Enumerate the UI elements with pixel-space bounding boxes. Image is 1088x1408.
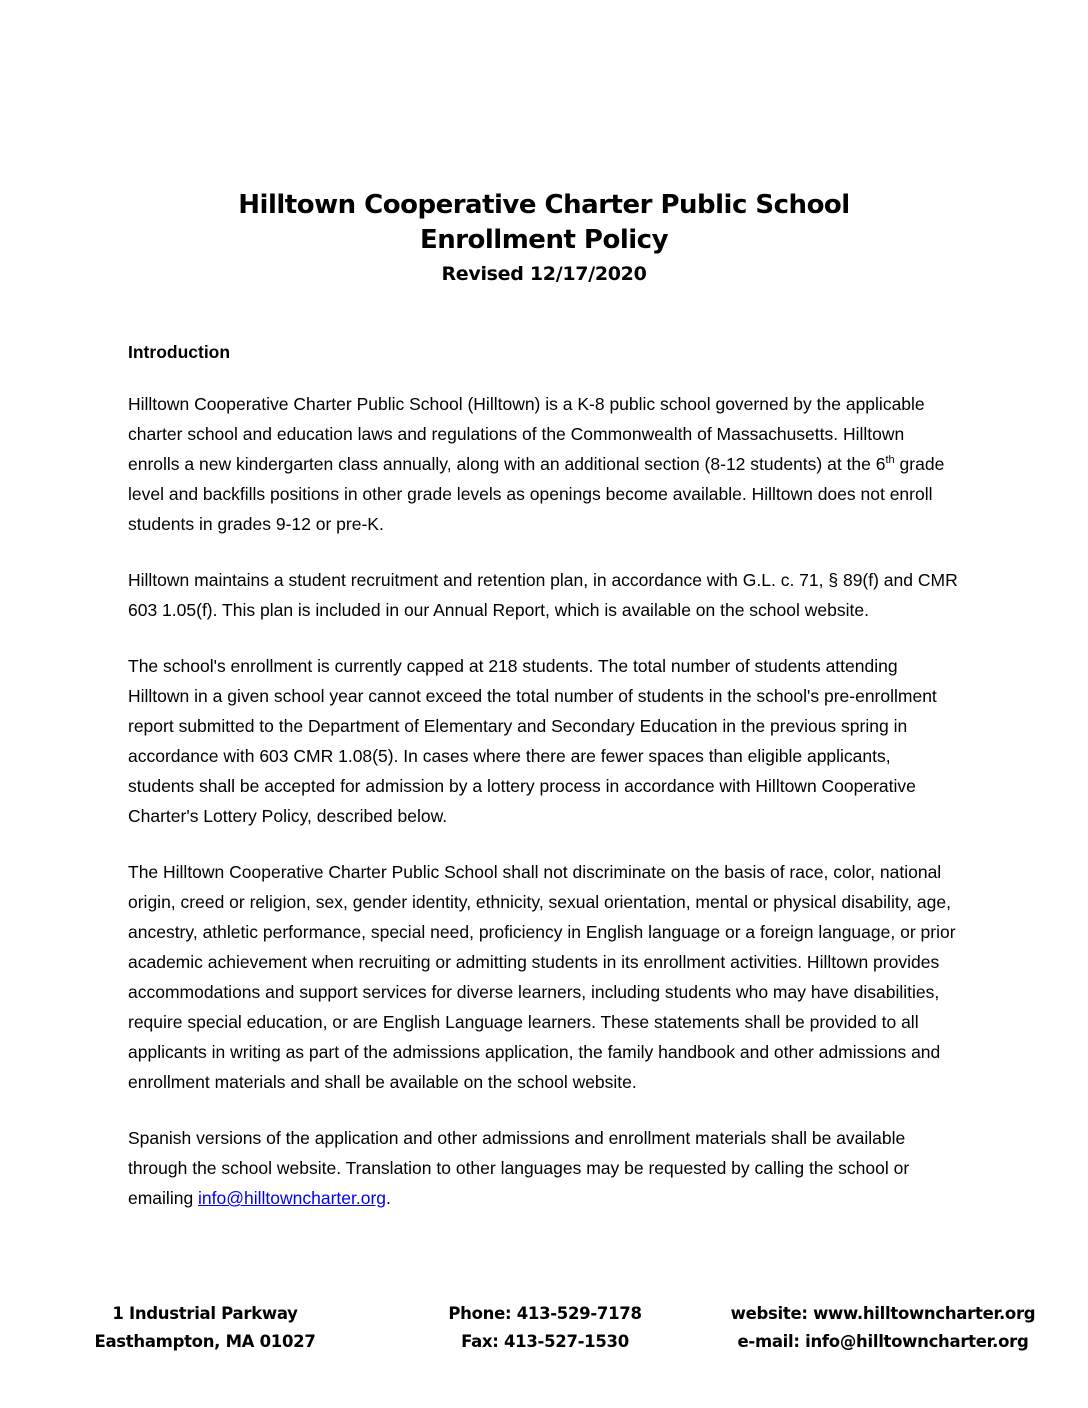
document-title-line-2: Enrollment Policy: [419, 225, 669, 255]
paragraph-recruitment-plan: Hilltown maintains a student recruitment and retention plan, in accordance with G.L. c. 71, § 89(f) and CMR 603 1.05(f). This plan is included in our Annual Report, which is available on the school website.: [128, 570, 958, 620]
email-link[interactable]: info@hilltowncharter.org: [198, 1188, 387, 1208]
ordinal-superscript: th: [885, 454, 895, 466]
document-title-line-1: Hilltown Cooperative Charter Public School: [238, 190, 850, 220]
footer-website: website: www.hilltowncharter.org: [730, 1304, 1036, 1323]
paragraph-overview-text-cont: grade level and backfills positions in other grade levels as openings become available. Hilltown does not enroll students in grades 9-12 or pre-K.: [128, 454, 945, 534]
paragraph-nondiscrimination: The Hilltown Cooperative Charter Public School shall not discriminate on the basis of race, color, national origin, creed or religion, sex, gender identity, ethnicity, sexual orientation, mental or physical disability, age, ancestry, athletic performance, special need, proficiency in English language or a foreign language, or prior academic achievement when recruiting or admitting students in its enrollment activities. Hilltown provides accommodations and support services for diverse learners, including students who may have disabilities, require special education, or are English Language learners. These statements shall be provided to all applicants in writing as part of the admissions application, the family handbook and other admissions and enrollment materials and shall be available on the school website.: [128, 862, 956, 1092]
footer-address: [55, 1300, 355, 1356]
paragraph-overview: [128, 389, 960, 539]
footer-fax: Fax: 413-527-1530: [461, 1332, 629, 1351]
paragraph-overview-text: Hilltown Cooperative Charter Public School (Hilltown) is a K-8 public school governed by the applicable charter school and education laws and regulations of the Commonwealth of Massachusetts. Hilltown enrolls a new kindergarten class annually, along with an additional section (8-12 students) at the 6: [128, 394, 925, 474]
footer-email: e-mail: info@hilltowncharter.org: [737, 1332, 1029, 1351]
document-body: [128, 341, 960, 1213]
paragraph-translations: [128, 1123, 960, 1213]
footer-address-line-1: 1 Industrial Parkway: [112, 1304, 298, 1323]
paragraph-translations-text: Spanish versions of the application and other admissions and enrollment materials shall be available through the school website. Translation to other languages may be requested by calling the school or emailing: [128, 1128, 910, 1208]
revision-date: Revised 12/17/2020: [441, 263, 647, 285]
document-footer: [0, 1300, 1088, 1370]
document-title-block: [0, 0, 1088, 291]
paragraph-translations-period: .: [386, 1188, 391, 1208]
footer-online: [722, 1300, 1044, 1356]
footer-contact: [395, 1300, 695, 1356]
paragraph-enrollment-cap: The school's enrollment is currently capped at 218 students. The total number of students attending Hilltown in a given school year cannot exceed the total number of students in the school's pre-enrollment report submitted to the Department of Elementary and Secondary Education in the previous spring in accordance with 603 CMR 1.08(5). In cases where there are fewer spaces than eligible applicants, students shall be accepted for admission by a lottery process in accordance with Hilltown Cooperative Charter's Lottery Policy, described below.: [128, 656, 937, 826]
footer-address-line-2: Easthampton, MA 01027: [94, 1332, 316, 1351]
footer-phone: Phone: 413-529-7178: [448, 1304, 642, 1323]
intro-heading: Introduction: [128, 342, 231, 362]
